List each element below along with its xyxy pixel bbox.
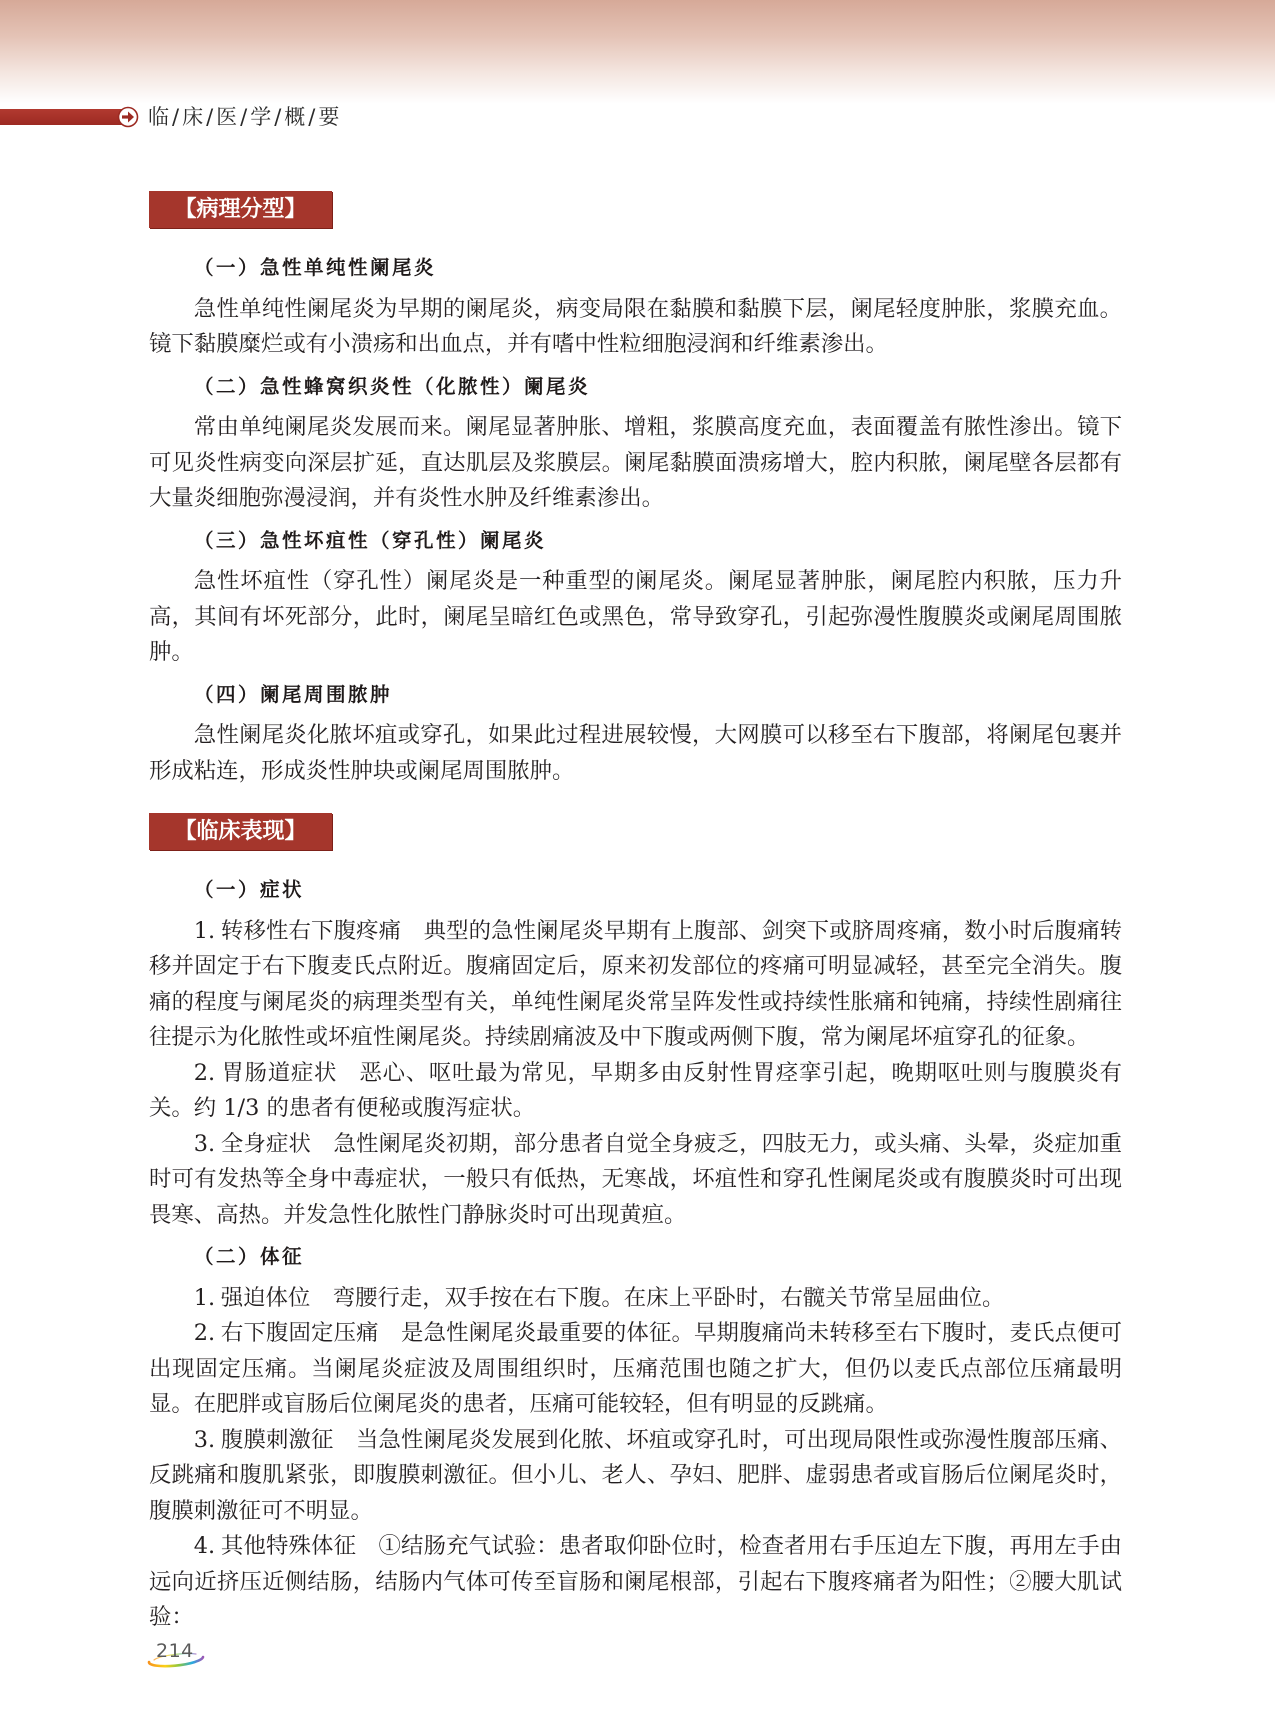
item-title: 腹膜刺激征 (220, 1426, 334, 1453)
item-text: 典型的急性阑尾炎早期有上腹部、剑突下或脐周疼痛，数小时后腹痛转移并固定于右下腹麦氏点附近。腹痛固定后，原来初发部位的疼痛可明显减轻，甚至完全消失。腹痛的程度与阑尾炎的病理类型有关，单纯性阑尾炎常呈阵发性或持续性胀痛和钝痛，持续性剧痛往往提示为化脓性或坏疽性阑尾炎。持续剧痛波及中下腹或两侧下腹，常为阑尾坏疽穿孔的征象。 (149, 917, 1123, 1050)
list-item (149, 914, 1122, 1056)
item-text: 弯腰行走，双手按在右下腹。在床上平卧时，右髋关节常呈屈曲位。 (332, 1284, 1005, 1311)
item-title: 其他特殊体征 (220, 1533, 357, 1559)
item-number: 3. (193, 1130, 216, 1157)
item-number: 2. (193, 1320, 216, 1346)
subsection-heading: （四）阑尾周围脓肿 (194, 682, 393, 706)
item-text: ①结肠充气试验：患者取仰卧位时，检查者用右手压迫左下腹，再用左手由远向近挤压近侧结肠，结肠内气体可传至盲肠和阑尾根部，引起右下腹疼痛者为阳性；②腰大肌试验： (149, 1533, 1123, 1630)
book-title: 临/床/医/学/概/要 (148, 105, 343, 129)
page-content (149, 191, 1122, 1636)
subsection-heading: （二）体征 (194, 1245, 305, 1268)
item-text: 恶心、呕吐最为常见，早期多由反射性胃痉挛引起，晚期呕吐则与腹膜炎有关。约 1/3 的患者有便秘或腹泻症状。 (149, 1059, 1123, 1121)
item-text: 当急性阑尾炎发展到化脓、坏疽或穿孔时，可出现局限性或弥漫性腹部压痛、反跳痛和腹肌紧张，即腹膜刺激征。但小儿、老人、孕妇、肥胖、虚弱患者或盲肠后位阑尾炎时，腹膜刺激征可不明显。 (149, 1426, 1123, 1524)
item-number: 3. (193, 1426, 216, 1453)
item-title: 右下腹固定压痛 (220, 1320, 379, 1346)
item-title: 全身症状 (220, 1130, 312, 1157)
item-title: 胃肠道症状 (220, 1059, 338, 1086)
header-accent-bar (0, 109, 128, 125)
item-title: 强迫体位 (220, 1284, 311, 1311)
header-gradient-band (0, 0, 1275, 104)
item-number: 1. (193, 917, 216, 944)
item-number: 4. (193, 1533, 216, 1559)
subsection-heading: （一）急性单纯性阑尾炎 (194, 256, 437, 279)
item-number: 1. (193, 1284, 216, 1311)
item-title: 转移性右下腹疼痛 (220, 917, 402, 944)
paragraph: 急性坏疽性（穿孔性）阑尾炎是一种重型的阑尾炎。阑尾显著肿胀，阑尾腔内积脓，压力升高，其间有坏死部分，此时，阑尾呈暗红色或黑色，常导致穿孔，引起弥漫性腹膜炎或阑尾周围脓肿。 (149, 568, 1122, 665)
subsection-heading: （一）症状 (194, 878, 305, 901)
subsection-heading: （二）急性蜂窝织炎性（化脓性）阑尾炎 (194, 374, 591, 398)
paragraph: 急性阑尾炎化脓坏疽或穿孔，如果此过程进展较慢，大网膜可以移至右下腹部，将阑尾包裹并形成粘连，形成炎性肿块或阑尾周围脓肿。 (149, 722, 1122, 784)
item-number: 2. (193, 1059, 216, 1086)
list-item (149, 1056, 1122, 1127)
arrow-circle-icon (117, 106, 139, 128)
item-text: 是急性阑尾炎最重要的体征。早期腹痛尚未转移至右下腹时，麦氏点便可出现固定压痛。当阑尾炎症波及周围组织时，压痛范围也随之扩大，但仍以麦氏点部位压痛最明显。在肥胖或盲肠后位阑尾炎的患者，压痛可能较轻，但有明显的反跳痛。 (149, 1320, 1123, 1417)
paragraph: 急性单纯性阑尾炎为早期的阑尾炎，病变局限在黏膜和黏膜下层，阑尾轻度肿胀，浆膜充血。镜下黏膜糜烂或有小溃疡和出血点，并有嗜中性粒细胞浸润和纤维素渗出。 (149, 295, 1122, 357)
paragraph: 常由单纯阑尾炎发展而来。阑尾显著肿胀、增粗，浆膜高度充血，表面覆盖有脓性渗出。镜下可见炎性病变向深层扩延，直达肌层及浆膜层。阑尾黏膜面溃疡增大，腔内积脓，阑尾壁各层都有大量炎细胞弥漫浸润，并有炎性水肿及纤维素渗出。 (149, 414, 1122, 511)
list-item (149, 1423, 1122, 1530)
section-title-pathology: 【病理分型】 (149, 191, 332, 228)
list-item (149, 1529, 1122, 1636)
page-number: 214 (156, 1640, 194, 1662)
list-item (149, 1316, 1122, 1423)
subsection-heading: （三）急性坏疽性（穿孔性）阑尾炎 (194, 528, 547, 552)
section-title-clinical: 【临床表现】 (149, 813, 332, 850)
item-text: 急性阑尾炎初期，部分患者自觉全身疲乏，四肢无力，或头痛、头晕，炎症加重时可有发热等全身中毒症状，一般只有低热，无寒战，坏疽性和穿孔性阑尾炎或有腹膜炎时可出现畏寒、高热。并发急性化脓性门静脉炎时可出现黄疸。 (149, 1130, 1123, 1228)
list-item (149, 1127, 1122, 1234)
list-item (149, 1281, 1122, 1317)
